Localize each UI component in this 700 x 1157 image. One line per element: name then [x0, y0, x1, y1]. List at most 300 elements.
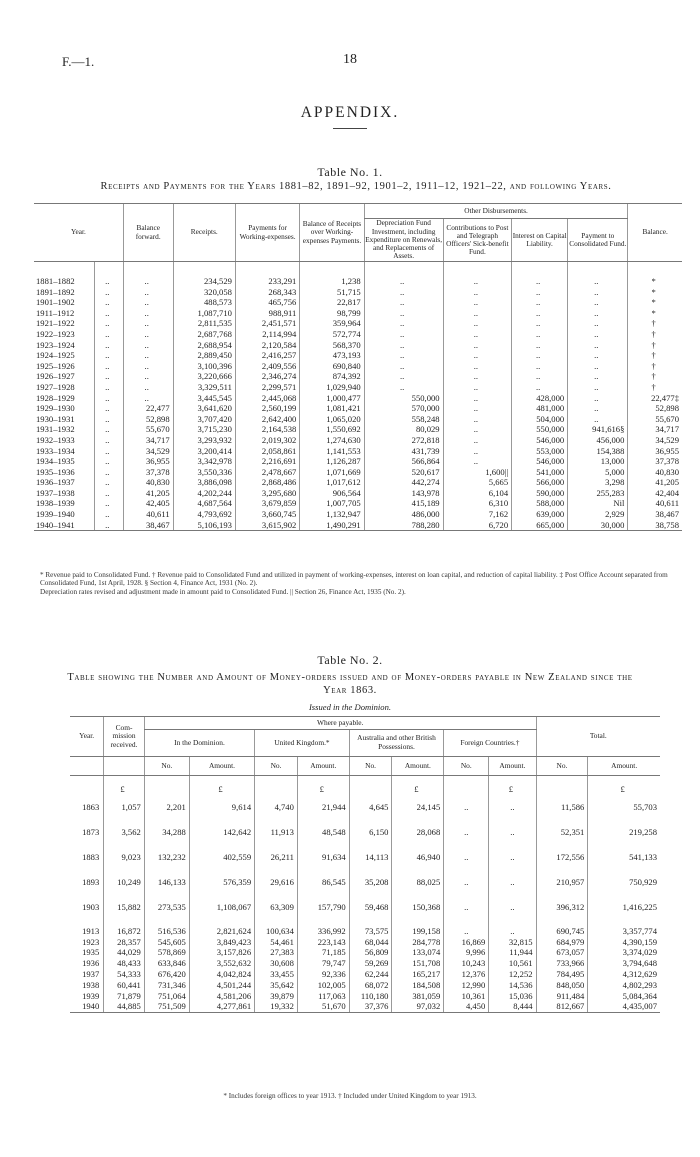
row-year: 1939–1940	[36, 509, 75, 520]
table-cell: 10,249	[104, 870, 145, 895]
table-cell: 690,840	[300, 361, 364, 372]
table-cell: 26,211	[255, 845, 298, 870]
table-cell: 578,869	[144, 947, 189, 958]
table-cell: 2,164,538	[235, 424, 299, 435]
table-row	[34, 287, 682, 298]
table-cell: ..	[94, 414, 123, 425]
col-consolidated: Payment to Consolidated Fund.	[568, 219, 628, 262]
table-cell: 71,185	[297, 947, 349, 958]
table-row	[34, 414, 682, 425]
table-cell: 3,679,859	[235, 498, 299, 509]
table-cell: 41,205	[123, 488, 173, 499]
table-cell: 98,799	[300, 308, 364, 319]
table-cell: ..	[94, 456, 123, 467]
table-cell: 37,378	[628, 456, 682, 467]
table-cell: 35,208	[349, 870, 392, 895]
table-cell: 5,084,364	[588, 991, 660, 1002]
table-cell: 4,793,692	[173, 509, 235, 520]
col2-commission: Com-mission received.	[104, 717, 145, 757]
table-cell: 751,064	[144, 991, 189, 1002]
table-cell: 684,979	[536, 937, 588, 948]
table-cell: 3,293,932	[173, 435, 235, 446]
table-row	[70, 958, 660, 969]
table-cell: 34,529	[628, 435, 682, 446]
table-cell: 36,955	[123, 456, 173, 467]
table-row	[34, 382, 682, 393]
col-balance-forward: Balance forward.	[123, 204, 173, 262]
table-cell: ..	[364, 308, 443, 319]
table-cell: 30,608	[255, 958, 298, 969]
table-cell: ..	[123, 287, 173, 298]
table-cell: 1,550,692	[300, 424, 364, 435]
table-cell: 336,992	[297, 926, 349, 937]
table-cell: 1,108,067	[189, 895, 254, 920]
row-year: 1927–1928	[36, 381, 75, 392]
table-cell: ..	[123, 350, 173, 361]
table-cell: ..	[443, 371, 512, 382]
table-cell: 750,929	[588, 870, 660, 895]
table-cell: 4,312,629	[588, 969, 660, 980]
row-year: 1928–1929	[36, 392, 75, 403]
table-cell: ..	[443, 456, 512, 467]
table-row	[70, 820, 660, 845]
table-cell: 4,802,293	[588, 980, 660, 991]
table-cell: ..	[94, 467, 123, 478]
table-cell: 2,821,624	[189, 926, 254, 937]
row-year: 1934–1935	[36, 456, 75, 467]
table-cell: 15,036	[489, 991, 536, 1002]
table-cell: 91,634	[297, 845, 349, 870]
table-cell: 550,000	[364, 393, 443, 404]
table-cell: 39,879	[255, 991, 298, 1002]
table-cell: 566,000	[512, 477, 568, 488]
table-cell: 100,634	[255, 926, 298, 937]
table-cell: 40,830	[628, 467, 682, 478]
table-cell: 546,000	[512, 456, 568, 467]
table-cell: 566,864	[364, 456, 443, 467]
table-cell: 44,885	[104, 1001, 145, 1012]
table-cell: 56,809	[349, 947, 392, 958]
table-cell: 40,611	[628, 498, 682, 509]
table-cell: 2,346,274	[235, 371, 299, 382]
table-cell: ..	[512, 287, 568, 298]
table-cell: ..	[443, 329, 512, 340]
table-cell: ..	[94, 340, 123, 351]
table-cell: 6,104	[443, 488, 512, 499]
table-cell: ..	[489, 820, 536, 845]
table1-footnote-line1: * Revenue paid to Consolidated Fund. † Revenue paid to Consolidated Fund and utilized in payment of working-expenses, interest on loan capital, and reduction of capital liability. ‡ Post Office Account separated from Consolidated Fund, 1st April, 1928. § Section 4, Finance Act, 1931 (No. 2).	[40, 571, 668, 588]
table-cell: 79,747	[297, 958, 349, 969]
table-row	[70, 1001, 660, 1012]
table-row	[34, 424, 682, 435]
table-cell: 146,133	[144, 870, 189, 895]
table-cell: 284,778	[392, 937, 444, 948]
table-cell: ..	[443, 403, 512, 414]
table-cell: ..	[489, 870, 536, 895]
col-year: Year.	[34, 204, 123, 262]
table-cell: 2,889,450	[173, 350, 235, 361]
table-cell: ..	[489, 926, 536, 937]
table-cell: 15,882	[104, 895, 145, 920]
table-cell: 504,000	[512, 414, 568, 425]
table-cell: 2,642,400	[235, 414, 299, 425]
table-cell: 988,911	[235, 308, 299, 319]
row-year: 1935	[82, 947, 100, 958]
row-year: 1863	[82, 801, 100, 812]
col-balance-receipts: Balance of Receipts over Working-expenses Payments.	[300, 204, 364, 262]
table-cell: 639,000	[512, 509, 568, 520]
table-cell: 402,559	[189, 845, 254, 870]
table-cell: 234,529	[173, 276, 235, 287]
row-year: 1930–1931	[36, 413, 75, 424]
table-row	[34, 340, 682, 351]
row-year: 1940–1941	[34, 520, 94, 531]
table-cell: ..	[94, 403, 123, 414]
table-cell: 42,405	[123, 498, 173, 509]
row-year: 1940	[70, 1001, 104, 1012]
table-cell: 233,291	[235, 276, 299, 287]
table-cell: 784,495	[536, 969, 588, 980]
table-cell: 46,940	[392, 845, 444, 870]
table-cell: 486,000	[364, 509, 443, 520]
table-cell: 431,739	[364, 446, 443, 457]
table-cell: ..	[123, 308, 173, 319]
table-cell: 465,756	[235, 297, 299, 308]
table-cell: ..	[94, 498, 123, 509]
page-ref: F.—1.	[62, 54, 95, 69]
table-cell: 55,670	[628, 414, 682, 425]
heading-rule	[333, 128, 367, 129]
table-cell: ..	[443, 340, 512, 351]
table-cell: ..	[568, 393, 628, 404]
table-cell: 3,886,098	[173, 477, 235, 488]
pound-sign: £	[489, 776, 536, 795]
table-cell: ..	[94, 446, 123, 457]
table-cell: 590,000	[512, 488, 568, 499]
table-cell: 359,964	[300, 318, 364, 329]
table-cell: 3,220,666	[173, 371, 235, 382]
table-row	[70, 870, 660, 895]
table-cell: 34,717	[123, 435, 173, 446]
row-year: 1929–1930	[36, 403, 75, 414]
table-cell: ..	[94, 350, 123, 361]
table-cell: 22,477	[123, 403, 173, 414]
table-cell: 55,670	[123, 424, 173, 435]
table-cell: 68,044	[349, 937, 392, 948]
table-cell: ..	[364, 287, 443, 298]
table-cell: 568,370	[300, 340, 364, 351]
table-cell: 2,688,954	[173, 340, 235, 351]
table-cell: 4,740	[255, 795, 298, 820]
table-cell: 396,312	[536, 895, 588, 920]
table-cell: 37,376	[349, 1001, 392, 1012]
table-cell: ..	[512, 371, 568, 382]
row-year: 1931–1932	[36, 424, 75, 435]
table-row	[34, 446, 682, 457]
table-cell: ..	[444, 795, 489, 820]
table-cell: 2,445,068	[235, 393, 299, 404]
table-cell: ..	[443, 350, 512, 361]
table-cell: 223,143	[297, 937, 349, 948]
table-cell: *	[628, 297, 682, 308]
table-cell: 32,815	[489, 937, 536, 948]
table-cell: 3,329,511	[173, 382, 235, 393]
row-year: 1935–1936	[36, 466, 75, 477]
table-cell: 97,032	[392, 1001, 444, 1012]
table-cell: 588,000	[512, 498, 568, 509]
table-cell: 941,616§	[568, 424, 628, 435]
table-cell: Nil	[568, 498, 628, 509]
table-cell: 558,248	[364, 414, 443, 425]
table-cell: 184,508	[392, 980, 444, 991]
table-row	[34, 520, 682, 531]
table-cell: 38,467	[628, 509, 682, 520]
table-cell: 2,416,257	[235, 350, 299, 361]
table-cell: 51,670	[297, 1001, 349, 1012]
table-cell: 3,615,902	[235, 520, 299, 531]
table-cell: ..	[512, 382, 568, 393]
table-cell: 320,058	[173, 287, 235, 298]
table-cell: ..	[443, 424, 512, 435]
table-cell: 60,441	[104, 980, 145, 991]
table-cell: 37,378	[123, 467, 173, 478]
col2-year: Year.	[70, 717, 104, 757]
table-row	[34, 456, 682, 467]
table-cell: 86,545	[297, 870, 349, 895]
table-cell: 3,641,620	[173, 403, 235, 414]
table-cell: 117,063	[297, 991, 349, 1002]
table-cell: 71,879	[104, 991, 145, 1002]
table-row	[34, 435, 682, 446]
table-cell: ..	[568, 318, 628, 329]
table-cell: ..	[568, 329, 628, 340]
table-cell: ..	[568, 287, 628, 298]
table-cell: 673,057	[536, 947, 588, 958]
pound-sign: £	[297, 776, 349, 795]
col2-where-payable: Where payable.	[144, 717, 536, 730]
page-heading: APPENDIX.	[300, 104, 400, 121]
table-cell: 29,616	[255, 870, 298, 895]
table-cell: 2,868,486	[235, 477, 299, 488]
table-cell: 3,374,029	[588, 947, 660, 958]
col2-total: Total.	[536, 717, 660, 757]
table-cell: ..	[512, 318, 568, 329]
table-cell: 41,205	[628, 477, 682, 488]
table-cell: 1,007,705	[300, 498, 364, 509]
table-cell: 3,100,396	[173, 361, 235, 372]
table-cell: †	[628, 350, 682, 361]
table-cell: ..	[568, 340, 628, 351]
table-cell: 38,467	[123, 520, 173, 531]
table-cell: 576,359	[189, 870, 254, 895]
table-cell: 172,556	[536, 845, 588, 870]
table-cell: 690,745	[536, 926, 588, 937]
table-cell: ..	[123, 297, 173, 308]
table-cell: 481,000	[512, 403, 568, 414]
table-row	[70, 980, 660, 991]
table-cell: 54,333	[104, 969, 145, 980]
table-row	[34, 371, 682, 382]
table-cell: ..	[94, 393, 123, 404]
table-row	[34, 361, 682, 372]
col-contributions: Contributions to Post and Telegraph Officers' Sick-benefit Fund.	[443, 219, 512, 262]
table-row	[70, 895, 660, 920]
col2-commission-blank	[104, 757, 145, 776]
table-cell: 2,058,861	[235, 446, 299, 457]
table-cell: †	[628, 318, 682, 329]
table-cell: 13,000	[568, 456, 628, 467]
table-cell: 9,996	[444, 947, 489, 958]
table-cell: 219,258	[588, 820, 660, 845]
col2-no: No.	[144, 757, 189, 776]
table-cell: 4,202,244	[173, 488, 235, 499]
table-cell: 1,600||	[443, 467, 512, 478]
table-cell: 1,087,710	[173, 308, 235, 319]
col2-no: No.	[536, 757, 588, 776]
table-cell: ..	[568, 276, 628, 287]
table2-subtitle: Table showing the Number and Amount of Money-orders issued and of Money-orders payable in New Zealand since the Year 1863.	[67, 672, 633, 696]
table-cell: 142,642	[189, 820, 254, 845]
table-cell: 102,005	[297, 980, 349, 991]
table-cell: ..	[443, 414, 512, 425]
col-payments: Payments for Working-expenses.	[235, 204, 299, 262]
table-cell: 4,277,861	[189, 1001, 254, 1012]
table-cell: 6,150	[349, 820, 392, 845]
table-cell: 48,433	[104, 958, 145, 969]
table-cell: 3,794,648	[588, 958, 660, 969]
currency-row	[70, 776, 660, 795]
table-cell: 2,687,768	[173, 329, 235, 340]
table-cell: 2,216,691	[235, 456, 299, 467]
table-cell: 10,561	[489, 958, 536, 969]
table-cell: ..	[123, 276, 173, 287]
table-cell: 1,057	[104, 795, 145, 820]
table-cell: 22,477‡	[628, 393, 682, 404]
table-row	[34, 308, 682, 319]
table-cell: 255,283	[568, 488, 628, 499]
table-cell: ..	[123, 393, 173, 404]
table-cell: 6,310	[443, 498, 512, 509]
table-cell: ..	[568, 414, 628, 425]
row-year: 1924–1925	[36, 350, 75, 361]
table-cell: 2,929	[568, 509, 628, 520]
table-cell: †	[628, 329, 682, 340]
col2-uk: United Kingdom.*	[255, 730, 350, 757]
table-cell: 1,017,612	[300, 477, 364, 488]
table-cell: 1,141,553	[300, 446, 364, 457]
table-cell: 11,586	[536, 795, 588, 820]
table-cell: ..	[443, 318, 512, 329]
table-cell: 2,019,302	[235, 435, 299, 446]
col2-australia: Australia and other British Possessions.	[349, 730, 444, 757]
pound-sign: £	[104, 776, 145, 795]
table-cell: ..	[489, 845, 536, 870]
row-year: 1938–1939	[36, 498, 75, 509]
table-cell: *	[628, 287, 682, 298]
table-cell: 36,955	[628, 446, 682, 457]
table-cell: 2,201	[144, 795, 189, 820]
table-cell: ..	[123, 382, 173, 393]
table-cell: ..	[94, 276, 123, 287]
table-cell: ..	[512, 350, 568, 361]
col2-amount: Amount.	[189, 757, 254, 776]
table-cell: 27,383	[255, 947, 298, 958]
table-cell: 68,072	[349, 980, 392, 991]
table2-footnote: * Includes foreign offices to year 1913. † Included under United Kingdom to year 1913.	[223, 1092, 477, 1100]
table-cell: ..	[489, 795, 536, 820]
table-cell: ..	[94, 329, 123, 340]
table-cell: 16,869	[444, 937, 489, 948]
table-cell: ..	[568, 382, 628, 393]
table-cell: ..	[364, 340, 443, 351]
table-cell: 38,758	[628, 520, 682, 531]
table-cell: ..	[94, 287, 123, 298]
table-cell: 1,029,940	[300, 382, 364, 393]
table-cell: 8,444	[489, 1001, 536, 1012]
col-balance: Balance.	[628, 204, 682, 262]
table-cell: 541,133	[588, 845, 660, 870]
table-row	[34, 467, 682, 478]
table-cell: †	[628, 371, 682, 382]
row-year: 1925–1926	[36, 360, 75, 371]
table-cell: 4,581,206	[189, 991, 254, 1002]
table-cell: 59,269	[349, 958, 392, 969]
table-cell: 73,575	[349, 926, 392, 937]
table-cell: 3,660,745	[235, 509, 299, 520]
table-cell: 150,368	[392, 895, 444, 920]
table-cell: 273,535	[144, 895, 189, 920]
table-cell: ..	[444, 926, 489, 937]
table-cell: ..	[568, 297, 628, 308]
table-cell: 456,000	[568, 435, 628, 446]
table-cell: 62,244	[349, 969, 392, 980]
table-cell: ..	[512, 340, 568, 351]
table-cell: ..	[94, 520, 123, 531]
table-row	[34, 393, 682, 404]
row-year: 1891–1892	[36, 286, 75, 297]
table-cell: ..	[444, 870, 489, 895]
table-cell: ..	[568, 308, 628, 319]
table-cell: 1,274,630	[300, 435, 364, 446]
table-cell: ..	[94, 318, 123, 329]
table-cell: †	[628, 361, 682, 372]
table1-spacer-row	[34, 262, 682, 277]
table-cell: 22,817	[300, 297, 364, 308]
table-cell: 110,180	[349, 991, 392, 1002]
table-cell: 1,238	[300, 276, 364, 287]
table-cell: 788,280	[364, 520, 443, 531]
table-cell: 3,200,414	[173, 446, 235, 457]
table-cell: 55,703	[588, 795, 660, 820]
table1-footnotes	[40, 571, 680, 596]
table-cell: 28,068	[392, 820, 444, 845]
table-cell: ..	[443, 361, 512, 372]
table-cell: ..	[94, 488, 123, 499]
table-cell: 3,707,420	[173, 414, 235, 425]
table-cell: 14,536	[489, 980, 536, 991]
row-year: 1926–1927	[36, 371, 75, 382]
table-cell: 132,232	[144, 845, 189, 870]
row-year: 1893	[82, 876, 100, 887]
table-cell: 428,000	[512, 393, 568, 404]
table-cell: ..	[568, 361, 628, 372]
table-row	[34, 276, 682, 287]
table-row	[34, 318, 682, 329]
col2-no: No.	[255, 757, 298, 776]
table-cell: ..	[94, 424, 123, 435]
table-row	[34, 498, 682, 509]
col2-year-blank	[70, 757, 104, 776]
